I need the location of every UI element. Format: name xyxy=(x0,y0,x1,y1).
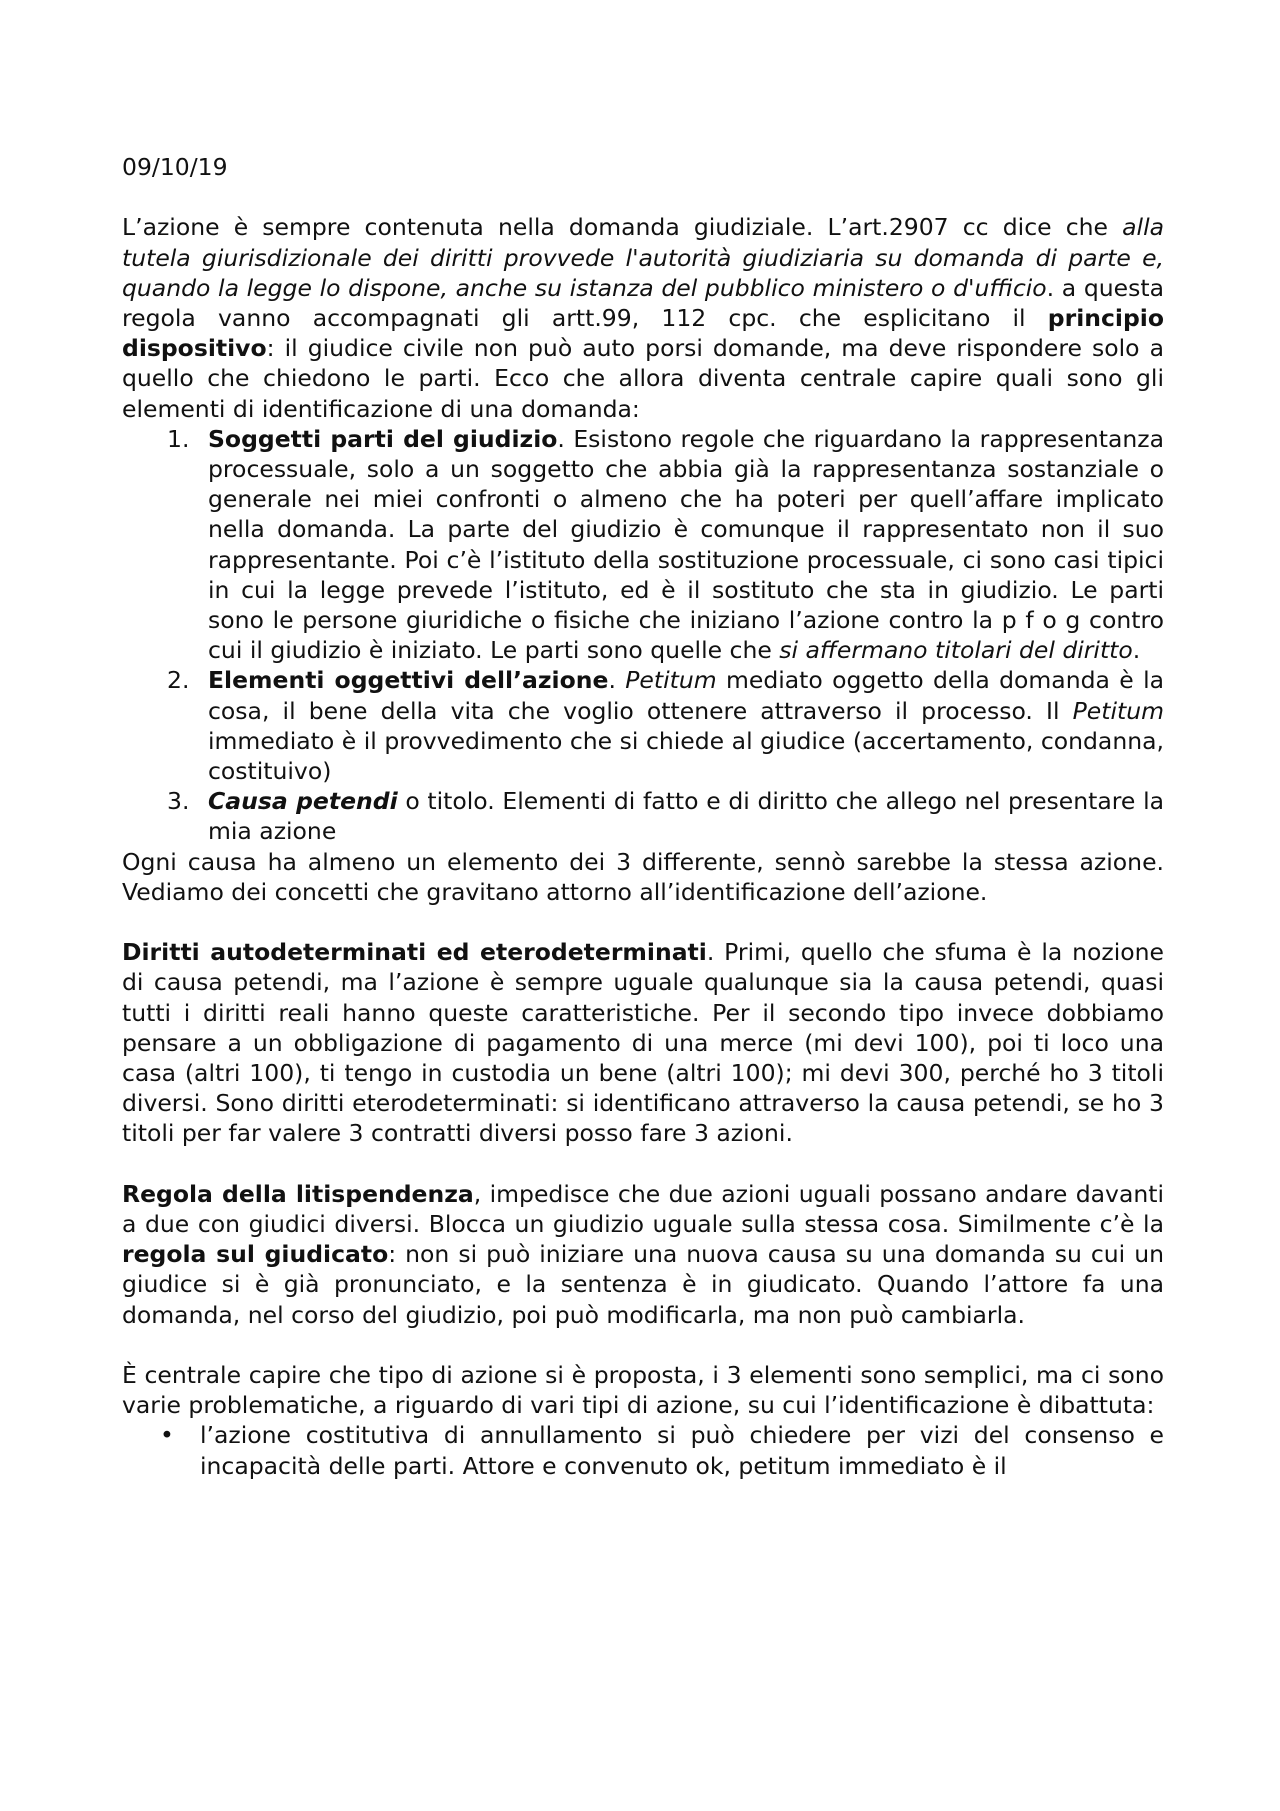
paragraph-text: , impedisce che due azioni uguali possano andare davanti a due con giudici diversi. Blocca un giudizio uguale sulla stessa cosa. Similmente c’è la xyxy=(122,1179,1164,1239)
paragraph-text: . Primi, quello che sfuma è la nozione di causa petendi, ma l’azione è sempre uguale qualunque sia la causa petendi, quasi tutti i diritti reali hanno queste caratteristiche. Per il secondo tipo invece dobbiamo pensare a un obbligazione di pagamento di una merce (mi devi 100), poi ti loco una casa (altri 100), ti tengo in custodia un bene (altri 100); mi devi 300, perché ho 3 titoli diversi. Sono diritti eterodeterminati: si identificano attraverso la causa petendi, se ho 3 titoli per far valere 3 contratti diversi posso fare 3 azioni. xyxy=(122,938,1164,1148)
italic-text: si affermano titolari del diritto xyxy=(779,636,1133,665)
bold-term: Elementi oggettivi dell’azione xyxy=(208,666,609,695)
bold-term: regola sul giudicato xyxy=(122,1240,389,1269)
paragraph-text: Ogni causa ha almeno un elemento dei 3 differente, sennò sarebbe la stessa azione. Vediamo dei concetti che gravitano attorno all’identificazione dell’azione. xyxy=(122,847,1164,906)
list-marker: 2. xyxy=(167,666,190,695)
bold-italic-term: Causa petendi xyxy=(208,787,398,816)
bullet-list xyxy=(122,1420,1164,1480)
date-line xyxy=(122,152,1164,182)
list-item-text: . xyxy=(1132,636,1141,665)
paragraph-text: : non si può iniziare una nuova causa su una domanda su cui un giudice si è già pronunciato, e la sentenza è in giudicato. Quando l’attore fa una domanda, nel corso del giudizio, poi può modificarla, ma non può cambiarla. xyxy=(122,1240,1164,1329)
bold-term: Regola della litispendenza xyxy=(122,1179,474,1208)
document-page xyxy=(122,152,1164,1481)
bold-term: Diritti autodeterminati ed eterodeterminati xyxy=(122,938,707,967)
list-item xyxy=(122,665,1164,786)
italic-text: Petitum xyxy=(625,666,717,695)
numbered-list xyxy=(122,424,1164,847)
paragraph-text: : il giudice civile non può auto porsi domande, ma deve rispondere solo a quello che chiedono le parti. Ecco che allora diventa centrale capire quali sono gli elementi di identificazione di una domanda: xyxy=(122,334,1164,423)
list-item-text: immediato è il provvedimento che si chiede al giudice (accertamento, condanna, costituivo) xyxy=(208,726,1164,786)
paragraph-identificazione xyxy=(122,1360,1164,1420)
list-item xyxy=(122,424,1164,666)
bullet-icon: • xyxy=(160,1421,174,1450)
date: 09/10/19 xyxy=(122,153,228,181)
paragraph-litispendenza xyxy=(122,1179,1164,1330)
paragraph-causa xyxy=(122,847,1164,907)
bold-term: principio dispositivo xyxy=(122,304,1164,363)
list-item-text: l’azione costitutiva di annullamento si può chiedere per vizi del consenso e incapacità delle parti. Attore e convenuto ok, petitum immediato è il xyxy=(200,1421,1164,1480)
paragraph-text: È centrale capire che tipo di azione si è proposta, i 3 elementi sono semplici, ma ci sono varie problematiche, a riguardo di vari tipi di azione, su cui l’identificazione è dibattuta: xyxy=(122,1361,1164,1420)
spacer xyxy=(122,1149,1164,1179)
list-item-text: . xyxy=(608,666,626,695)
spacer xyxy=(122,907,1164,937)
paragraph-azione xyxy=(122,212,1164,423)
list-item-text: o titolo. Elementi di fatto e di diritto che allego nel presentare la mia azione xyxy=(208,787,1164,846)
paragraph-text: L’azione è sempre contenuta nella domanda giudiziale. L’art.2907 cc dice che xyxy=(122,213,1123,242)
italic-text: Petitum xyxy=(1072,696,1164,725)
list-marker: 3. xyxy=(167,787,190,816)
list-marker: 1. xyxy=(167,424,190,453)
spacer xyxy=(122,1330,1164,1360)
list-item-text: . Esistono regole che riguardano la rappresentanza processuale, solo a un soggetto che abbia già la rappresentanza sostanziale o generale nei miei confronti o almeno che ha poteri per quell’affare implicato nella domanda. La parte del giudizio è comunque il rappresentato non il suo rappresentante. Poi c’è l’istituto della sostituzione processuale, ci sono casi tipici in cui la legge prevede l’istituto, ed è il sostituto che sta in giudizio. Le parti sono le persone giuridiche o fisiche che iniziano l’azione contro la p f o g contro cui il giudizio è iniziato. Le parti sono quelle che xyxy=(208,424,1164,665)
spacer xyxy=(122,182,1164,212)
article-quote: alla tutela giurisdizionale dei diritti provvede l'autorità giudiziaria su domanda di parte e, quando la legge lo dispone, anche su istanza del pubblico ministero o d'ufficio xyxy=(122,213,1164,302)
paragraph-text: . a questa regola vanno accompagnati gli artt.99, 112 cpc. che esplicitano il xyxy=(122,273,1164,332)
bold-term: Soggetti parti del giudizio xyxy=(208,424,558,453)
list-item-text: mediato oggetto della domanda è la cosa, il bene della vita che voglio ottenere attraverso il processo. Il xyxy=(208,666,1164,725)
list-item xyxy=(122,786,1164,846)
paragraph-diritti xyxy=(122,937,1164,1148)
list-item xyxy=(122,1420,1164,1480)
